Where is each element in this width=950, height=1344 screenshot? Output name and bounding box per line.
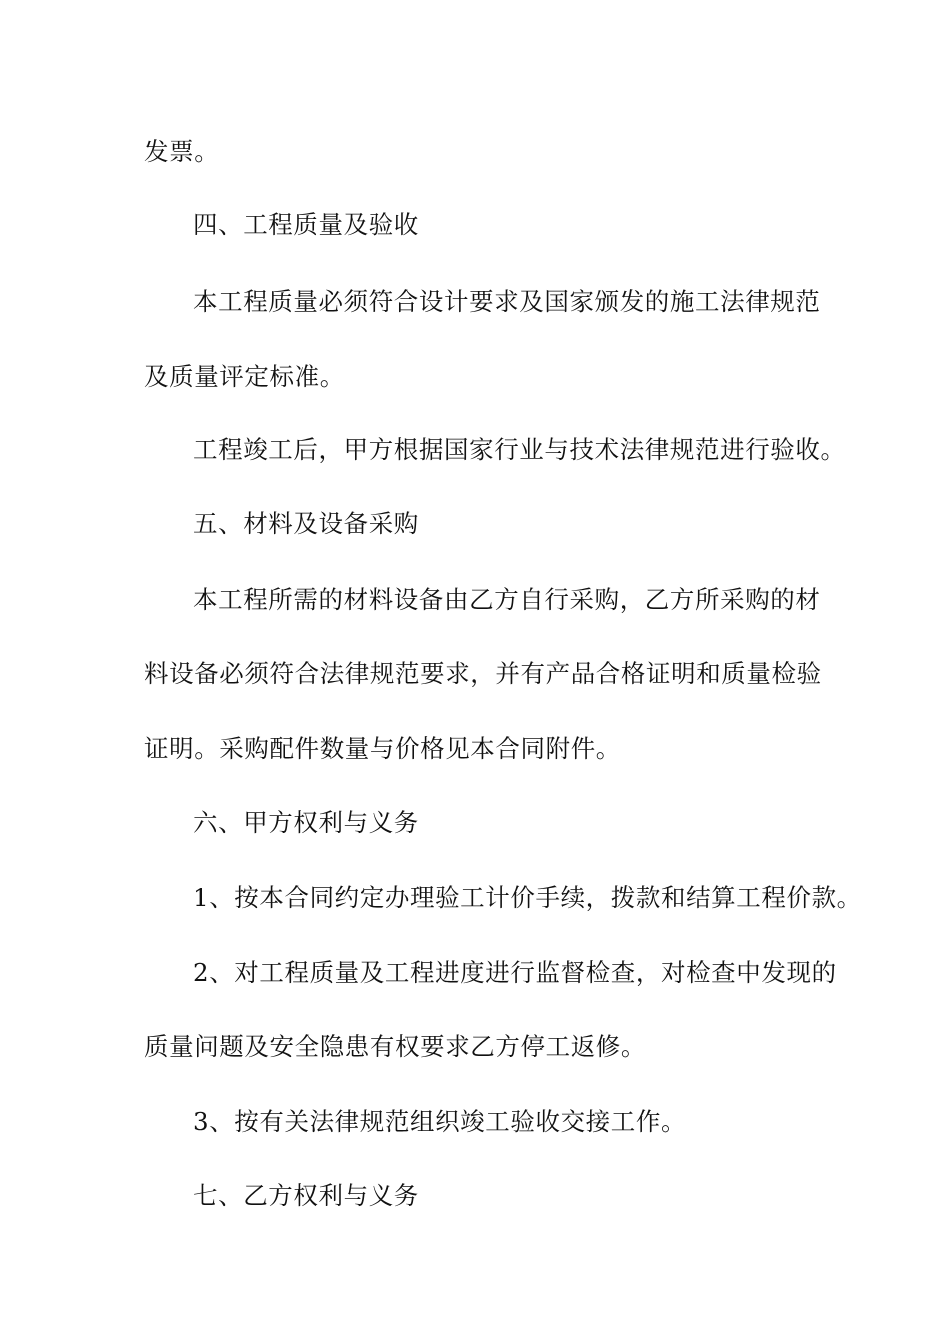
party-a-item-2-line-1: 2、对工程质量及工程进度进行监督检查，对检查中发现的 xyxy=(193,958,837,987)
paragraph-materials-line-1: 本工程所需的材料设备由乙方自行采购，乙方所采购的材 xyxy=(193,585,821,614)
paragraph-quality-line-1: 本工程质量必须符合设计要求及国家颁发的施工法律规范 xyxy=(193,287,821,316)
paragraph-materials-line-3: 证明。采购配件数量与价格见本合同附件。 xyxy=(144,734,621,763)
text-line-invoice: 发票。 xyxy=(144,137,220,166)
section-heading-party-b: 七、乙方权利与义务 xyxy=(193,1181,419,1210)
party-a-item-2-line-2: 质量问题及安全隐患有权要求乙方停工返修。 xyxy=(144,1032,646,1061)
party-a-item-3: 3、按有关法律规范组织竣工验收交接工作。 xyxy=(193,1107,687,1136)
paragraph-materials-line-2: 料设备必须符合法律规范要求，并有产品合格证明和质量检验 xyxy=(144,659,822,688)
section-heading-party-a: 六、甲方权利与义务 xyxy=(193,808,419,837)
section-heading-materials: 五、材料及设备采购 xyxy=(193,509,419,538)
paragraph-acceptance: 工程竣工后，甲方根据国家行业与技术法律规范进行验收。 xyxy=(193,435,846,464)
party-a-item-1: 1、按本合同约定办理验工计价手续，拨款和结算工程价款。 xyxy=(193,883,862,912)
paragraph-quality-line-2: 及质量评定标准。 xyxy=(144,362,345,391)
section-heading-quality: 四、工程质量及验收 xyxy=(193,210,419,239)
